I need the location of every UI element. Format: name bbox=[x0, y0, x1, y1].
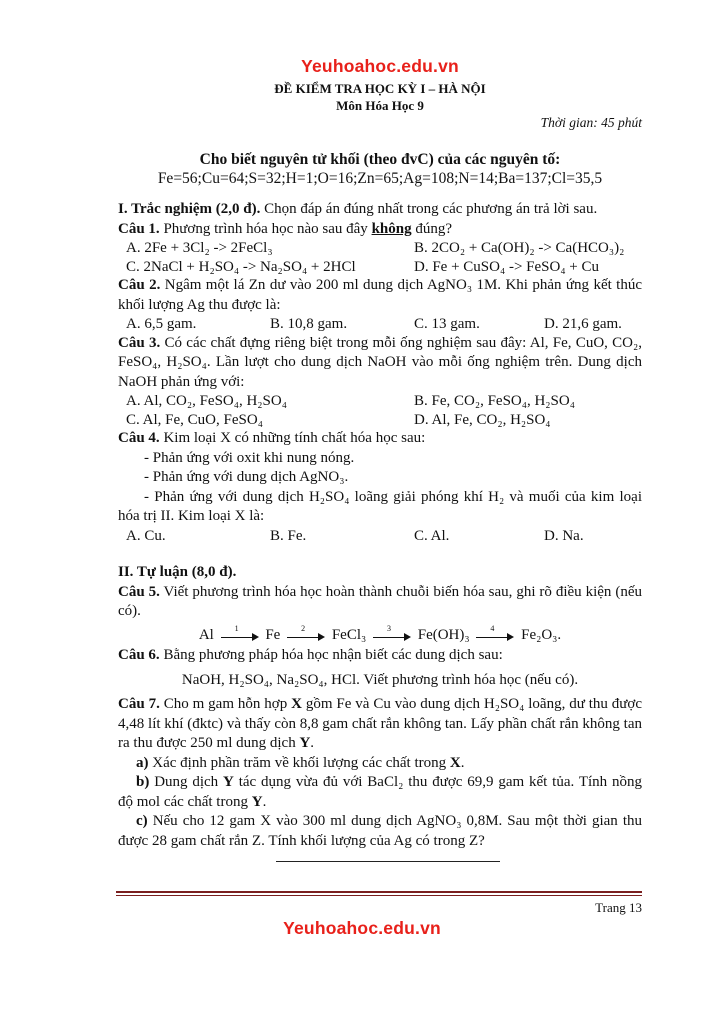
q7-label: Câu 7. bbox=[118, 696, 160, 712]
part1-instruction: Chọn đáp án đúng nhất trong các phương án trả lời sau. bbox=[264, 201, 598, 217]
arrow-step-3: 3 bbox=[386, 624, 391, 634]
q7-part-a: a) Xác định phần trăm về khối lượng các chất trong X. bbox=[136, 754, 465, 771]
q7-mixture-x: X bbox=[291, 696, 302, 712]
part2-title: II. Tự luận (8,0 đ). bbox=[118, 564, 237, 580]
q3-option-b: B. Fe, CO₂, FeSO₄, H₂SO₄ bbox=[414, 393, 575, 409]
atomic-mass-title: Cho biết nguyên tử khối (theo đvC) của các nguyên tố: bbox=[199, 151, 561, 168]
q1-label: Câu 1. bbox=[118, 220, 160, 237]
q1-text-a: Phương trình hóa học nào sau đây bbox=[163, 220, 368, 237]
q7a-label: a) bbox=[136, 754, 149, 771]
q7-solution-y: Y bbox=[299, 735, 311, 751]
chain-arrow-2 bbox=[287, 624, 325, 640]
q4-property-2: - Phản ứng với dung dịch AgNO₃. bbox=[144, 469, 349, 485]
q7b-text-2: tác dụng vừa đủ với BaCl₂ thu được 69,9 gam kết tủa. Tính nồng độ mol các chất trong bbox=[118, 774, 642, 810]
exam-subject: Môn Hóa Học 9 bbox=[336, 98, 424, 113]
header-site-logo: Yeuhoahoc.edu.vn bbox=[301, 56, 459, 76]
q3-text: Có các chất đựng riêng biệt trong mỗi ống nghiệm sau đây: Al, Fe, CuO, CO₂, FeSO₄, H₂SO₄. Lần lượt cho dung dịch NaOH vào mỗi ống nghiệm trên. Dung dịch NaOH phản ứng với: bbox=[118, 334, 642, 390]
question-3 bbox=[118, 334, 642, 393]
q7c-text: Nếu cho 12 gam X vào 300 ml dung dịch AgNO₃ 0,8M. Sau một thời gian thu được 28 gam chất rắn Z. Tính khối lượng của Ag có trong Z? bbox=[118, 813, 642, 849]
part1-heading bbox=[118, 200, 642, 220]
question-1 bbox=[118, 220, 642, 240]
q4-options bbox=[118, 527, 642, 546]
q2-text: Ngâm một lá Zn dư vào 200 ml dung dịch AgNO₃ 1M. Khi phản ứng kết thúc khối lượng Ag thu được là: bbox=[118, 277, 642, 313]
q5-text: Viết phương trình hóa học hoàn thành chuỗi biến hóa sau, ghi rõ điều kiện (nếu có). bbox=[118, 583, 642, 619]
question-4 bbox=[118, 429, 642, 449]
chain-compound-3: FeCl₃ bbox=[331, 626, 367, 643]
end-divider-line bbox=[276, 861, 500, 862]
q7b-y: Y bbox=[223, 774, 234, 790]
q7b-text-1: Dung dịch bbox=[154, 774, 219, 790]
q7c-label: c) bbox=[136, 813, 148, 829]
q5-reaction-chain bbox=[118, 624, 642, 646]
q3-options-row-1 bbox=[118, 392, 642, 411]
q4-property-3: - Phản ứng với dung dịch H₂SO₄ loãng giải phóng khí H₂ và muối của kim loại hóa trị II. Kim loại X là: bbox=[118, 488, 642, 524]
chain-compound-1: Al bbox=[198, 626, 214, 643]
q2-option-c: C. 13 gam. bbox=[414, 316, 480, 332]
exam-title: ĐỀ KIỂM TRA HỌC KỲ I – HÀ NỘI bbox=[274, 81, 486, 96]
question-2 bbox=[118, 276, 642, 315]
q1-options-row-2 bbox=[118, 258, 642, 277]
footer-site-logo: Yeuhoahoc.edu.vn bbox=[283, 918, 441, 938]
arrow-step-1: 1 bbox=[234, 624, 239, 634]
q7-text-2: gồm Fe và Cu vào dung dịch H₂SO₄ loãng, dư thu được 4,48 lít khí (đktc) và thấy còn 8,8 gam chất rắn không tan. Lấy phần chất rắn không tan ra thu được 250 ml dung dịch bbox=[118, 696, 643, 751]
q7a-text: Xác định phần trăm về khối lượng các chất trong bbox=[152, 754, 447, 771]
chain-compound-5: Fe₂O₃. bbox=[521, 626, 562, 643]
chain-arrow-1 bbox=[221, 624, 259, 640]
q2-option-a: A. 6,5 gam. bbox=[126, 316, 197, 332]
chain-compound-4: Fe(OH)₃ bbox=[417, 626, 470, 643]
part1-title: I. Trắc nghiệm (2,0 đ). bbox=[118, 201, 261, 217]
q1-options-row-1 bbox=[118, 239, 642, 258]
q6-label: Câu 6. bbox=[118, 646, 160, 663]
page-number: Trang 13 bbox=[595, 900, 642, 915]
q5-label: Câu 5. bbox=[118, 583, 160, 600]
exam-time: Thời gian: 45 phút bbox=[540, 115, 642, 130]
q7-part-b: b) Dung dịch Y tác dụng vừa đủ với BaCl₂ thu được 69,9 gam kết tủa. Tính nồng độ mol các chất trong Y. bbox=[118, 774, 642, 810]
q4-label: Câu 4. bbox=[118, 430, 160, 446]
q3-option-d: D. Al, Fe, CO₂, H₂SO₄ bbox=[414, 411, 551, 428]
q7a-x: X bbox=[449, 754, 461, 771]
q7-text-1: Cho m gam hỗn hợp bbox=[163, 696, 288, 712]
q7-part-c bbox=[118, 812, 642, 851]
q4-option-b: B. Fe. bbox=[270, 527, 307, 544]
q3-label: Câu 3. bbox=[118, 334, 161, 351]
q4-property-1: - Phản ứng với oxit khi nung nóng. bbox=[144, 449, 355, 466]
q2-options bbox=[118, 315, 642, 334]
q3-option-a: A. Al, CO₂, FeSO₄, H₂SO₄ bbox=[126, 393, 287, 409]
q3-option-c: C. Al, Fe, CuO, FeSO₄ bbox=[126, 411, 263, 428]
q3-options-row-2 bbox=[118, 411, 642, 430]
chain-compound-2: Fe bbox=[265, 626, 281, 643]
footer-rule-thick bbox=[116, 891, 642, 893]
q4-option-a: A. Cu. bbox=[126, 527, 166, 544]
exam-page bbox=[118, 56, 642, 851]
question-7: Câu 7. Cho m gam hỗn hợp X gồm Fe và Cu vào dung dịch H₂SO₄ loãng, dư thu được 4,48 lít khí (đktc) và thấy còn 8,8 gam chất rắn không tan. Lấy phần chất rắn không tan ra thu được 250 ml dung dịch Y. bbox=[118, 696, 643, 751]
q4-option-d: D. Na. bbox=[544, 527, 584, 544]
q1-text-b: đúng? bbox=[415, 220, 453, 237]
q6-text: Bằng phương pháp hóa học nhận biết các dung dịch sau: bbox=[163, 646, 503, 663]
question-6 bbox=[118, 646, 642, 666]
q2-option-b: B. 10,8 gam. bbox=[270, 316, 348, 332]
footer-rule-thin bbox=[116, 895, 642, 896]
q7b-y-2: Y bbox=[251, 793, 263, 810]
q2-option-d: D. 21,6 gam. bbox=[544, 316, 622, 332]
chain-arrow-3 bbox=[373, 624, 411, 640]
question-5 bbox=[118, 583, 642, 622]
q1-option-c: C. 2NaCl + H₂SO₄ -> Na₂SO₄ + 2HCl bbox=[126, 258, 356, 275]
q4-text: Kim loại X có những tính chất hóa học sau: bbox=[163, 430, 426, 446]
q1-option-b: B. 2CO₂ + Ca(OH)₂ -> Ca(HCO₃)₂ bbox=[414, 240, 625, 256]
arrow-step-2: 2 bbox=[301, 624, 306, 634]
q1-emphasis: không bbox=[371, 220, 412, 237]
arrow-step-4: 4 bbox=[490, 624, 495, 634]
q6-solutions: NaOH, H₂SO₄, Na₂SO₄, HCl. Viết phương trình hóa học (nếu có). bbox=[181, 672, 579, 688]
atomic-mass-values: Fe=56;Cu=64;S=32;H=1;O=16;Zn=65;Ag=108;N=14;Ba=137;Cl=35,5 bbox=[157, 170, 603, 187]
q1-option-d: D. Fe + CuSO₄ -> FeSO₄ + Cu bbox=[414, 258, 600, 275]
q4-option-c: C. Al. bbox=[414, 527, 450, 544]
chain-arrow-4 bbox=[476, 624, 514, 640]
q1-option-a: A. 2Fe + 3Cl₂ -> 2FeCl₃ bbox=[126, 240, 273, 256]
q2-label: Câu 2. bbox=[118, 277, 161, 293]
q7b-label: b) bbox=[136, 774, 150, 790]
